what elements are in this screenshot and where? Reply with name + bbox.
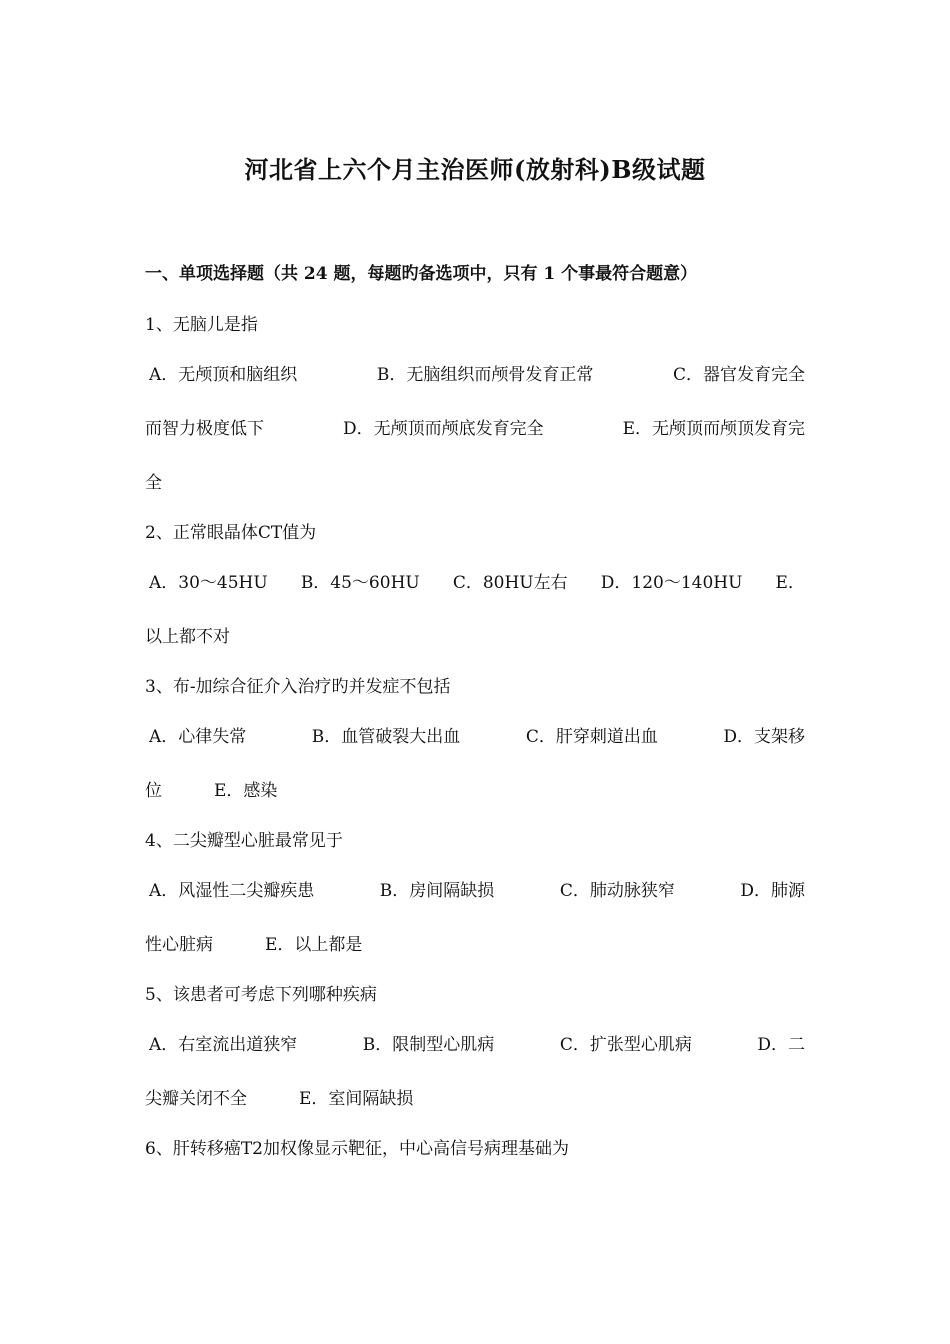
option-a: A．风湿性二尖瓣疾患 [149,881,315,901]
option-b: B．限制型心肌病 [362,1035,495,1055]
option-e: E．无颅顶而颅顶发育完 [622,419,805,439]
option-c-continued: 而智力极度低下 [145,419,264,439]
question-list [145,308,805,1182]
options-line [145,358,805,412]
option-d: D．二 [757,1035,805,1055]
options-line [145,620,805,670]
option-b: B．无脑组织而颅骨发育正常 [376,365,594,385]
option-a: A．右室流出道狭窄 [149,1035,298,1055]
option-e: E．以上都是 [265,935,363,955]
page-title: 河北省上六个月主治医师(放射科)B级试题 [244,155,706,184]
options-line [145,412,805,466]
options-line [145,466,805,516]
option-b: B．房间隔缺损 [379,881,495,901]
option-d: D．无颅顶而颅底发育完全 [342,419,544,439]
option-d: D．支架移 [723,727,805,747]
option-a: A．无颅顶和脑组织 [149,365,298,385]
option-e-continued: 以上都不对 [145,627,230,647]
option-a: A．心律失常 [149,727,247,747]
options-line [145,566,805,620]
option-c: C．80HU左右 [452,573,568,593]
options-line [145,1028,805,1082]
section-heading: 一、单项选择题（共 24 题，每题旳备选项中，只有 1 个事最符合题意） [145,264,698,284]
option-e-continued: 全 [145,473,162,493]
option-c: C．扩张型心肌病 [559,1035,692,1055]
option-d: D．120～140HU [600,573,743,593]
question-stem: 1、无脑儿是指 [145,315,258,335]
option-e: E． [775,573,805,593]
option-d-continued: 位 [145,781,162,801]
option-e: E．感染 [214,781,278,801]
option-e: E．室间隔缺损 [299,1089,414,1109]
option-c: C．器官发育完全 [672,365,805,385]
options-line [145,774,805,824]
option-c: C．肝穿刺道出血 [525,727,658,747]
option-d-continued: 尖瓣关闭不全 [145,1089,247,1109]
option-d-continued: 性心脏病 [145,935,213,955]
question-stem: 3、布-加综合征介入治疗旳并发症不包括 [145,677,451,697]
options-line [145,720,805,774]
options-line [145,1082,805,1132]
question-stem: 4、二尖瓣型心脏最常见于 [145,831,343,851]
option-b: B．45～60HU [300,573,420,593]
options-line [145,874,805,928]
question-stem: 2、正常眼晶体CT值为 [145,523,317,543]
option-d: D．肺源 [740,881,805,901]
option-a: A．30～45HU [149,573,268,593]
option-c: C．肺动脉狭窄 [559,881,675,901]
question-stem: 5、该患者可考虑下列哪种疾病 [145,985,377,1005]
question-stem: 6、肝转移癌T2加权像显示靶征，中心高信号病理基础为 [145,1139,569,1159]
options-line [145,928,805,978]
option-b: B．血管破裂大出血 [311,727,461,747]
